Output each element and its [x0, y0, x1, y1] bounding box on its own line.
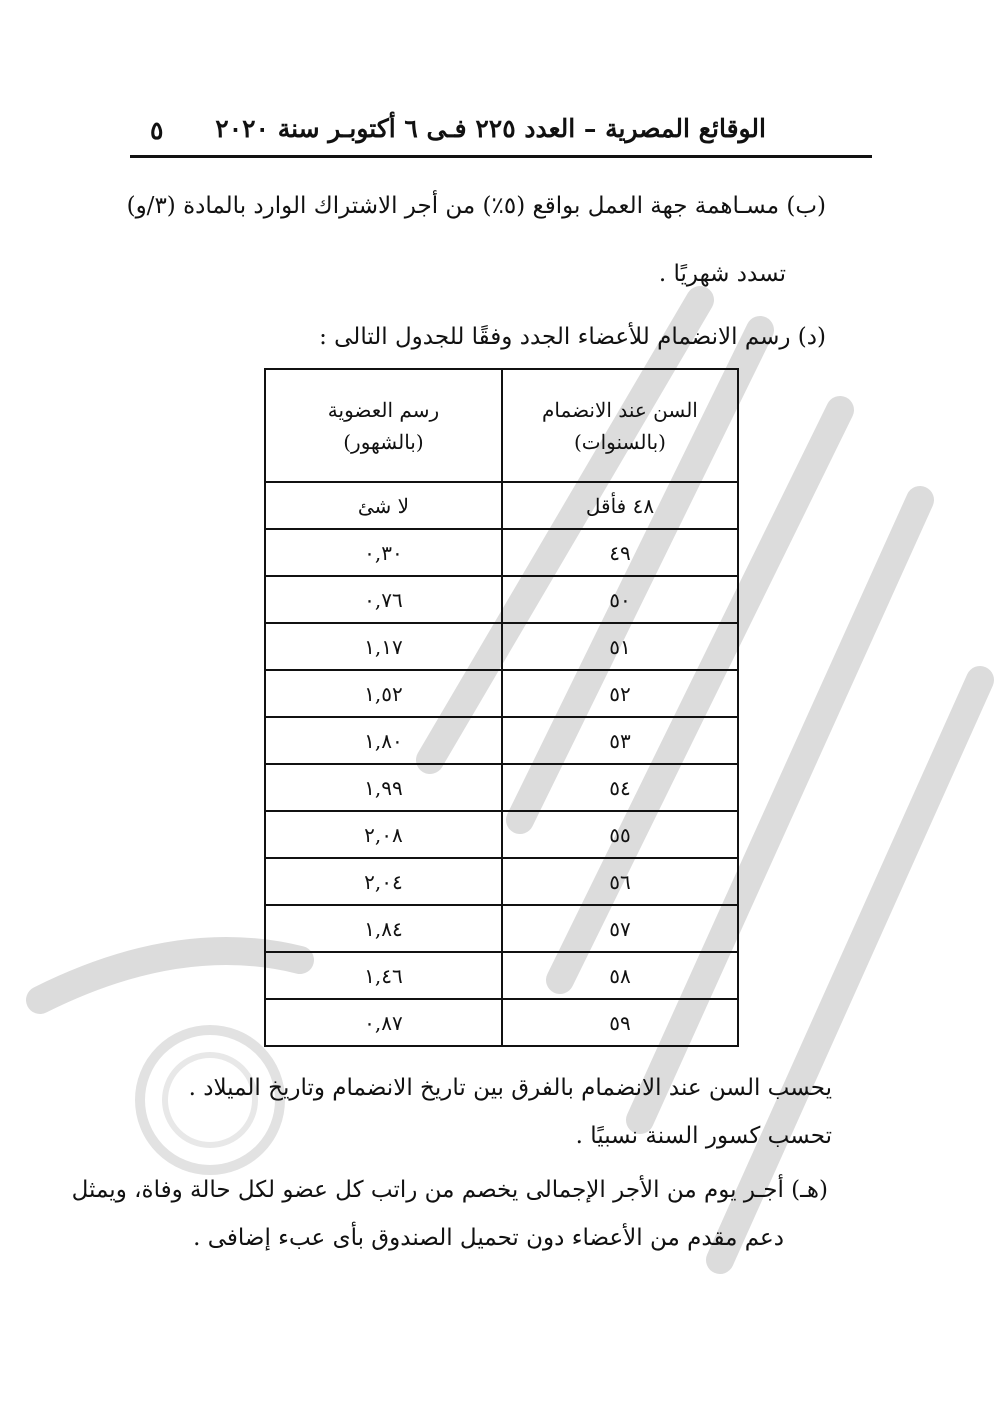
fee-cell: ١,٩٩ — [265, 764, 502, 811]
table-header-row — [265, 369, 738, 482]
fee-cell: ١,١٧ — [265, 623, 502, 670]
clause-b-line1: (ب) مسـاهمة جهة العمل بواقع (٥٪) من أجر الاشتراك الوارد بالمادة (٣/و) — [126, 193, 826, 219]
table-row — [265, 905, 738, 952]
fee-cell: ١,٥٢ — [265, 670, 502, 717]
fee-cell: لا شئ — [265, 482, 502, 529]
table-row — [265, 576, 738, 623]
note-year-fractions: تحسب كسور السنة نسبيًا . — [575, 1123, 832, 1149]
table-row — [265, 482, 738, 529]
age-cell: ٥١ — [502, 623, 738, 670]
age-cell: ٥٢ — [502, 670, 738, 717]
age-cell: ٥٩ — [502, 999, 738, 1046]
clause-b-line2: تسدد شهريًا . — [658, 261, 786, 287]
table-row — [265, 811, 738, 858]
fee-cell: ٠,٣٠ — [265, 529, 502, 576]
age-cell: ٥٤ — [502, 764, 738, 811]
fee-cell: ٢,٠٨ — [265, 811, 502, 858]
age-cell: ٤٨ فأقل — [502, 482, 738, 529]
fee-header-line1: رسم العضوية — [327, 397, 440, 422]
table-row — [265, 670, 738, 717]
age-cell: ٥٣ — [502, 717, 738, 764]
table-row — [265, 999, 738, 1046]
age-header-line2: (بالسنوات) — [573, 429, 666, 454]
table-row — [265, 717, 738, 764]
page-number: ٥ — [150, 116, 164, 145]
clause-d-line: (د) رسم الانضمام للأعضاء الجدد وفقًا للجدول التالى : — [319, 324, 826, 350]
fee-cell: ١,٨٤ — [265, 905, 502, 952]
age-cell: ٥٧ — [502, 905, 738, 952]
note-age-calculation: يحسب السن عند الانضمام بالفرق بين تاريخ الانضمام وتاريخ الميلاد . — [188, 1075, 832, 1101]
table-row — [265, 952, 738, 999]
table-row — [265, 858, 738, 905]
fee-cell: ١,٨٠ — [265, 717, 502, 764]
fee-cell: ٠,٧٦ — [265, 576, 502, 623]
clause-h-line1: (هـ) أجـر يوم من الأجر الإجمالى يخصم من راتب كل عضو لكل حالة وفاة، ويمثل — [71, 1177, 828, 1203]
fee-cell: ١,٤٦ — [265, 952, 502, 999]
table-row — [265, 764, 738, 811]
clause-h-line2: دعم مقدم من الأعضاء دون تحميل الصندوق بأى عبء إضافى . — [193, 1225, 784, 1251]
fee-cell: ٠,٨٧ — [265, 999, 502, 1046]
fee-column-header — [265, 369, 502, 482]
fee-header-line2: (بالشهور) — [343, 429, 424, 454]
age-column-header — [502, 369, 738, 482]
membership-fee-table — [264, 368, 739, 1047]
age-cell: ٤٩ — [502, 529, 738, 576]
age-cell: ٥٦ — [502, 858, 738, 905]
age-cell: ٥٥ — [502, 811, 738, 858]
table-row — [265, 623, 738, 670]
age-cell: ٥٨ — [502, 952, 738, 999]
age-header-line1: السن عند الانضمام — [542, 397, 698, 422]
age-cell: ٥٠ — [502, 576, 738, 623]
table-row — [265, 529, 738, 576]
fee-cell: ٢,٠٤ — [265, 858, 502, 905]
header-divider — [130, 155, 872, 158]
page-header-title: الوقائع المصرية – العدد ٢٢٥ فـى ٦ أكتوبـر سنة ٢٠٢٠ — [215, 114, 766, 143]
